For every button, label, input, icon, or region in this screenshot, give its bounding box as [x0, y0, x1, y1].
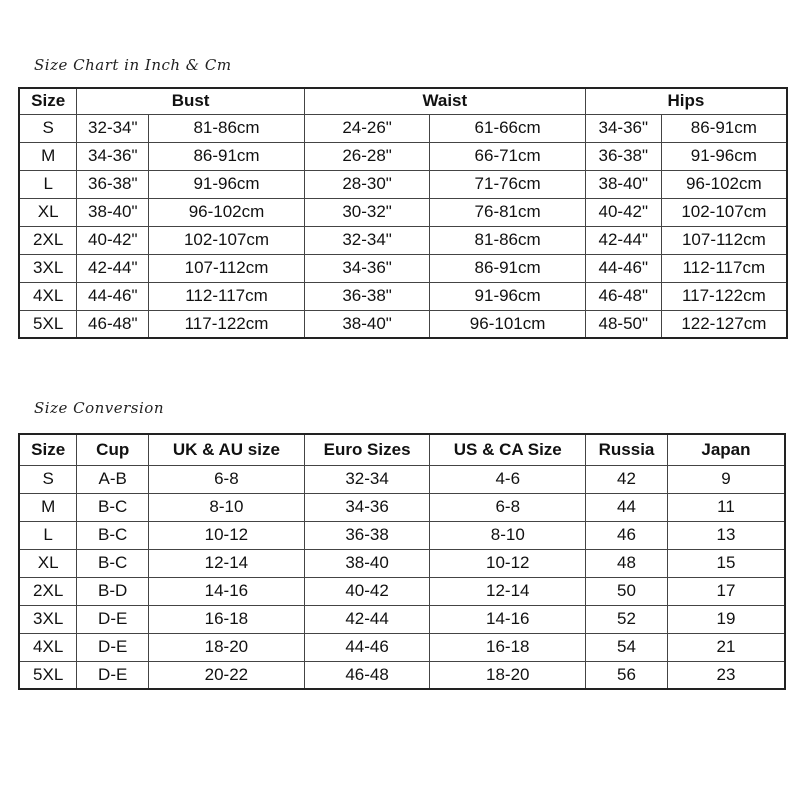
table-row: [19, 577, 785, 605]
russia-cell: 44: [586, 493, 668, 521]
euro-cell: 42-44: [304, 605, 430, 633]
euro-cell: 32-34: [304, 465, 430, 493]
hips-inch-cell: 36-38": [585, 142, 661, 170]
hips-inch-cell: 48-50": [585, 310, 661, 338]
hips-cm-cell: 91-96cm: [661, 142, 787, 170]
table-row: [19, 549, 785, 577]
table-row: [19, 310, 787, 338]
size-cell: L: [19, 521, 77, 549]
hips-cm-cell: 122-127cm: [661, 310, 787, 338]
header-bust: Bust: [77, 88, 304, 114]
cup-cell: D-E: [77, 661, 149, 689]
japan-cell: 9: [667, 465, 785, 493]
size-cell: 5XL: [19, 661, 77, 689]
size-chart-title: Size Chart in Inch & Cm: [34, 56, 232, 74]
header-russia: Russia: [586, 434, 668, 465]
us-ca-cell: 10-12: [430, 549, 586, 577]
waist-cm-cell: 86-91cm: [430, 254, 586, 282]
hips-cm-cell: 107-112cm: [661, 226, 787, 254]
table-row: [19, 661, 785, 689]
size-cell: S: [19, 465, 77, 493]
hips-cm-cell: 102-107cm: [661, 198, 787, 226]
bust-cm-cell: 96-102cm: [149, 198, 305, 226]
table-row: [19, 493, 785, 521]
size-cell: 3XL: [19, 254, 77, 282]
hips-inch-cell: 46-48": [585, 282, 661, 310]
russia-cell: 46: [586, 521, 668, 549]
header-hips: Hips: [585, 88, 787, 114]
bust-inch-cell: 44-46": [77, 282, 149, 310]
hips-inch-cell: 44-46": [585, 254, 661, 282]
japan-cell: 19: [667, 605, 785, 633]
table-row: [19, 521, 785, 549]
size-conversion-table: [18, 433, 786, 690]
table-row: [19, 633, 785, 661]
us-ca-cell: 14-16: [430, 605, 586, 633]
table-row: [19, 254, 787, 282]
bust-inch-cell: 32-34": [77, 114, 149, 142]
bust-inch-cell: 38-40": [77, 198, 149, 226]
size-cell: L: [19, 170, 77, 198]
waist-inch-cell: 30-32": [304, 198, 430, 226]
header-size: Size: [19, 88, 77, 114]
russia-cell: 52: [586, 605, 668, 633]
table-row: [19, 170, 787, 198]
size-cell: 2XL: [19, 226, 77, 254]
waist-inch-cell: 26-28": [304, 142, 430, 170]
cup-cell: B-C: [77, 549, 149, 577]
size-chart-header-row: [19, 88, 787, 114]
us-ca-cell: 16-18: [430, 633, 586, 661]
waist-cm-cell: 91-96cm: [430, 282, 586, 310]
waist-cm-cell: 61-66cm: [430, 114, 586, 142]
size-cell: 5XL: [19, 310, 77, 338]
bust-inch-cell: 36-38": [77, 170, 149, 198]
waist-inch-cell: 32-34": [304, 226, 430, 254]
hips-cm-cell: 96-102cm: [661, 170, 787, 198]
bust-cm-cell: 86-91cm: [149, 142, 305, 170]
hips-cm-cell: 86-91cm: [661, 114, 787, 142]
euro-cell: 40-42: [304, 577, 430, 605]
uk-au-cell: 10-12: [149, 521, 305, 549]
bust-cm-cell: 117-122cm: [149, 310, 305, 338]
us-ca-cell: 6-8: [430, 493, 586, 521]
table-row: [19, 465, 785, 493]
uk-au-cell: 16-18: [149, 605, 305, 633]
cup-cell: D-E: [77, 605, 149, 633]
russia-cell: 50: [586, 577, 668, 605]
japan-cell: 15: [667, 549, 785, 577]
euro-cell: 44-46: [304, 633, 430, 661]
us-ca-cell: 8-10: [430, 521, 586, 549]
russia-cell: 48: [586, 549, 668, 577]
cup-cell: D-E: [77, 633, 149, 661]
euro-cell: 34-36: [304, 493, 430, 521]
header-us-ca: US & CA Size: [430, 434, 586, 465]
size-cell: M: [19, 142, 77, 170]
japan-cell: 11: [667, 493, 785, 521]
table-row: [19, 282, 787, 310]
bust-cm-cell: 107-112cm: [149, 254, 305, 282]
hips-inch-cell: 40-42": [585, 198, 661, 226]
us-ca-cell: 18-20: [430, 661, 586, 689]
size-chart-table: [18, 87, 788, 339]
uk-au-cell: 20-22: [149, 661, 305, 689]
uk-au-cell: 6-8: [149, 465, 305, 493]
table-row: [19, 226, 787, 254]
us-ca-cell: 4-6: [430, 465, 586, 493]
table-row: [19, 605, 785, 633]
header-size: Size: [19, 434, 77, 465]
size-conversion-header-row: [19, 434, 785, 465]
table-row: [19, 114, 787, 142]
size-cell: M: [19, 493, 77, 521]
size-cell: XL: [19, 549, 77, 577]
uk-au-cell: 12-14: [149, 549, 305, 577]
us-ca-cell: 12-14: [430, 577, 586, 605]
cup-cell: A-B: [77, 465, 149, 493]
japan-cell: 21: [667, 633, 785, 661]
header-euro: Euro Sizes: [304, 434, 430, 465]
hips-inch-cell: 38-40": [585, 170, 661, 198]
header-waist: Waist: [304, 88, 585, 114]
waist-cm-cell: 66-71cm: [430, 142, 586, 170]
size-cell: 4XL: [19, 282, 77, 310]
bust-inch-cell: 46-48": [77, 310, 149, 338]
bust-cm-cell: 81-86cm: [149, 114, 305, 142]
euro-cell: 46-48: [304, 661, 430, 689]
bust-inch-cell: 34-36": [77, 142, 149, 170]
russia-cell: 54: [586, 633, 668, 661]
uk-au-cell: 18-20: [149, 633, 305, 661]
hips-inch-cell: 34-36": [585, 114, 661, 142]
bust-inch-cell: 40-42": [77, 226, 149, 254]
bust-inch-cell: 42-44": [77, 254, 149, 282]
uk-au-cell: 14-16: [149, 577, 305, 605]
hips-inch-cell: 42-44": [585, 226, 661, 254]
cup-cell: B-C: [77, 521, 149, 549]
table-row: [19, 198, 787, 226]
waist-cm-cell: 71-76cm: [430, 170, 586, 198]
waist-inch-cell: 36-38": [304, 282, 430, 310]
russia-cell: 56: [586, 661, 668, 689]
waist-inch-cell: 24-26": [304, 114, 430, 142]
waist-cm-cell: 76-81cm: [430, 198, 586, 226]
header-japan: Japan: [667, 434, 785, 465]
japan-cell: 23: [667, 661, 785, 689]
hips-cm-cell: 112-117cm: [661, 254, 787, 282]
uk-au-cell: 8-10: [149, 493, 305, 521]
euro-cell: 36-38: [304, 521, 430, 549]
size-cell: 2XL: [19, 577, 77, 605]
table-row: [19, 142, 787, 170]
size-cell: S: [19, 114, 77, 142]
hips-cm-cell: 117-122cm: [661, 282, 787, 310]
euro-cell: 38-40: [304, 549, 430, 577]
size-cell: 4XL: [19, 633, 77, 661]
bust-cm-cell: 102-107cm: [149, 226, 305, 254]
waist-cm-cell: 81-86cm: [430, 226, 586, 254]
size-cell: XL: [19, 198, 77, 226]
bust-cm-cell: 112-117cm: [149, 282, 305, 310]
japan-cell: 13: [667, 521, 785, 549]
cup-cell: B-D: [77, 577, 149, 605]
waist-inch-cell: 38-40": [304, 310, 430, 338]
russia-cell: 42: [586, 465, 668, 493]
bust-cm-cell: 91-96cm: [149, 170, 305, 198]
waist-inch-cell: 28-30": [304, 170, 430, 198]
waist-cm-cell: 96-101cm: [430, 310, 586, 338]
size-conversion-title: Size Conversion: [34, 399, 164, 417]
header-cup: Cup: [77, 434, 149, 465]
header-uk-au: UK & AU size: [149, 434, 305, 465]
waist-inch-cell: 34-36": [304, 254, 430, 282]
cup-cell: B-C: [77, 493, 149, 521]
japan-cell: 17: [667, 577, 785, 605]
size-cell: 3XL: [19, 605, 77, 633]
